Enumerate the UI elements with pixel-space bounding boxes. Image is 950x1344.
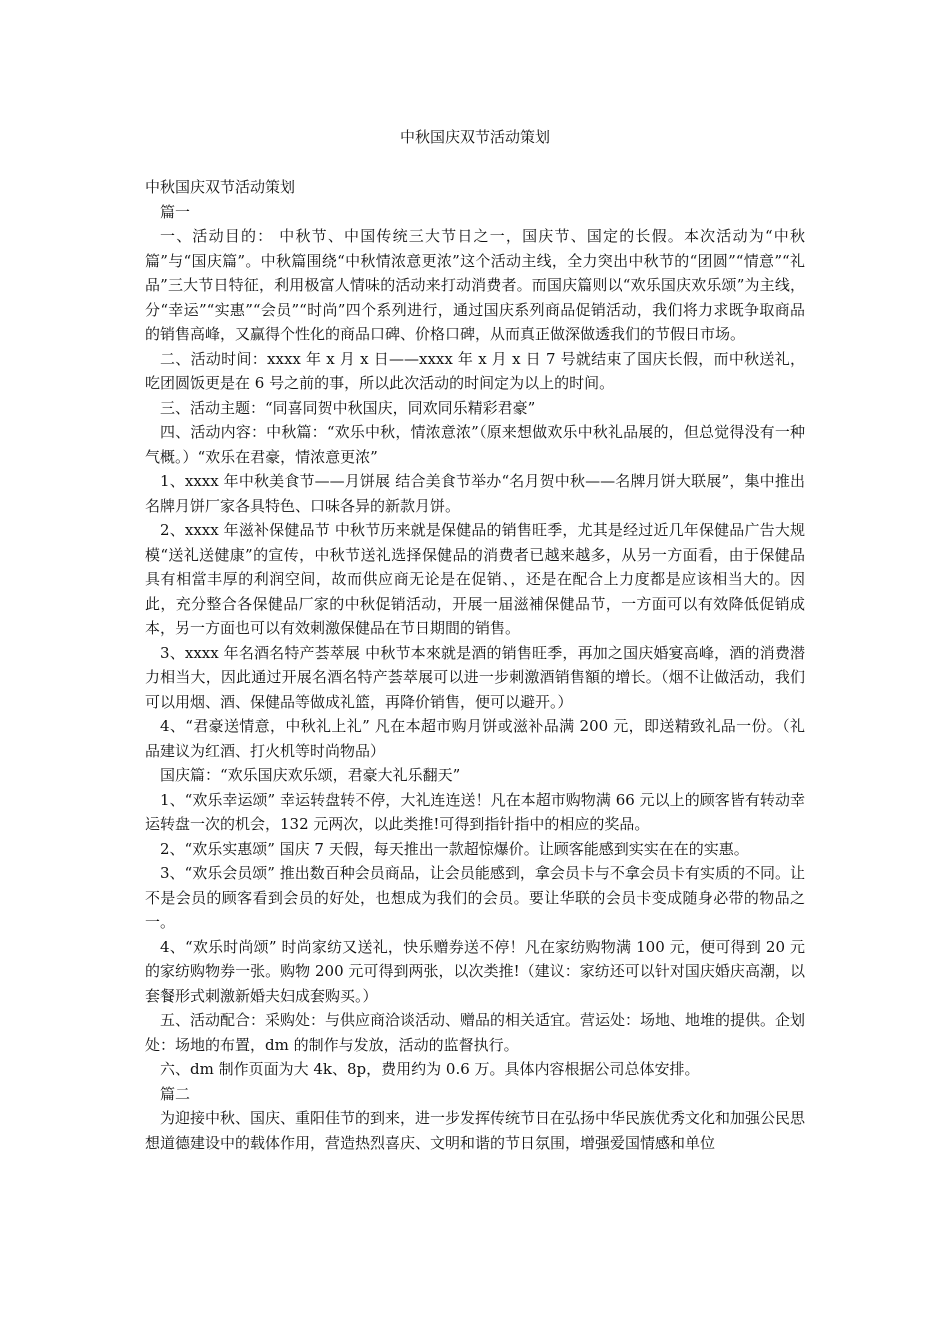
paragraph: 3、“欢乐会员颂” 推出数百种会员商品，让会员能感到，拿会员卡与不拿会员卡有实质的不同。让不是会员的顾客看到会员的好处，也想成为我们的会员。要让华联的会员卡变成随身必带的物品之一。	[145, 864, 805, 931]
paragraph: 2、xxxx 年滋补保健品节 中秋节历来就是保健品的销售旺季，尤其是经过近几年保健品广告大规模“送礼送健康”的宣传，中秋节送礼选择保健品的消费者已越来越多，从另一方面看，由于保健品具有相當丰厚的利润空间，故而供应商无论是在促销、，还是在配合上力度都是应该相当大的。因此，充分整合各保健品厂家的中秋促销活动，开展一届滋補保健品节，一方面可以有效降低促销成本，另一方面也可以有效刺激保健品在节日期間的销售。	[145, 521, 805, 637]
paragraph: 国庆篇：“欢乐国庆欢乐颂，君豪大礼乐翻天”	[160, 766, 461, 784]
paragraph: 篇二	[160, 1084, 191, 1103]
paragraph: 中秋国庆双节活动策划	[145, 178, 296, 196]
paragraph: 1、xxxx 年中秋美食节——月饼展 结合美食节举办“名月贺中秋——名牌月饼大联展”，集中推出名牌月饼厂家各具特色、口味各异的新款月饼。	[145, 472, 805, 515]
paragraph: 4、“欢乐时尚颂” 时尚家纺又送礼，快乐赠券送不停！凡在家纺购物满 100 元，便可得到 20 元的家纺购物券一张。购物 200 元可得到两张，以次类推!（建议：家纺还可以针对国庆婚庆高潮，以套餐形式刺激新婚夫妇成套购买。）	[145, 937, 805, 1005]
paragraph: 2、“欢乐实惠颂” 国庆 7 天假，每天推出一款超惊爆价。让顾客能感到实实在在的实惠。	[160, 839, 749, 858]
document-title: 中秋国庆双节活动策划	[399, 128, 550, 146]
paragraph: 二、活动时间：xxxx 年 x 月 x 日——xxxx 年 x 月 x 日 7 号就结束了国庆长假，而中秋送礼，吃团圆饭更是在 6 号之前的事，所以此次活动的时间定为以上的时间。	[145, 349, 805, 392]
paragraph: 4、“君豪送情意，中秋礼上礼” 凡在本超市购月饼或滋补品满 200 元，即送精致礼品一份。（礼品建议为红酒、打火机等时尚物品）	[145, 717, 805, 760]
paragraph: 五、活动配合：采购处：与供应商洽谈活动、赠品的相关适宜。营运处：场地、地堆的提供。企划处：场地的布置，dm 的制作与发放，活动的监督执行。	[145, 1011, 806, 1054]
document-body	[145, 175, 805, 1155]
paragraph: 六、dm 制作页面为大 4k、8p，费用约为 0.6 万。具体内容根据公司总体安排。	[160, 1060, 700, 1078]
paragraph: 一、活动目的： 中秋节、中国传统三大节日之一，国庆节、国定的长假。本次活动为“中秋篇”与“国庆篇”。中秋篇围绕“中秋情浓意更浓”这个活动主线，全力突出中秋节的“团圆”“情意”“礼品”三大节日特征，利用极富人情味的活动来打动消费者。而国庆篇则以“欢乐国庆欢乐颂”为主线，分“幸运”“实惠”“会员”“时尚”四个系列进行，通过国庆系列商品促销活动，我们将力求既争取商品的销售高峰，又赢得个性化的商品口碑、价格口碑，从而真正做深做透我们的节假日市场。	[145, 227, 805, 343]
paragraph: 篇一	[160, 202, 191, 221]
paragraph: 3、xxxx 年名酒名特产荟萃展 中秋节本來就是酒的销售旺季，再加之国庆婚宴高峰，酒的消费潜力相当大，因此通过开展名酒名特产荟萃展可以进一步刺激酒销售額的增长。（烟不让做活动，我们可以用烟、酒、保健品等做成礼篮，再降价销售，便可以避开。）	[145, 643, 805, 711]
paragraph: 1、“欢乐幸运颂” 幸运转盘转不停，大礼连连送！凡在本超市购物满 66 元以上的顾客皆有转动幸运转盘一次的机会，132 元两次，以此类推!可得到指针指中的相应的奖品。	[145, 790, 805, 833]
paragraph: 四、活动内容：中秋篇：“欢乐中秋，情浓意浓”（原来想做欢乐中秋礼品展的，但总觉得没有一种气概。）“欢乐在君豪，情浓意更浓”	[145, 423, 805, 466]
paragraph: 三、活动主题：“同喜同贺中秋国庆，同欢同乐精彩君豪”	[160, 398, 536, 417]
paragraph: 为迎接中秋、国庆、重阳佳节的到来，进一步发挥传统节日在弘扬中华民族优秀文化和加强公民思想道德建设中的载体作用，营造热烈喜庆、文明和谐的节日氛围，增强爱国情感和单位	[145, 1109, 806, 1152]
